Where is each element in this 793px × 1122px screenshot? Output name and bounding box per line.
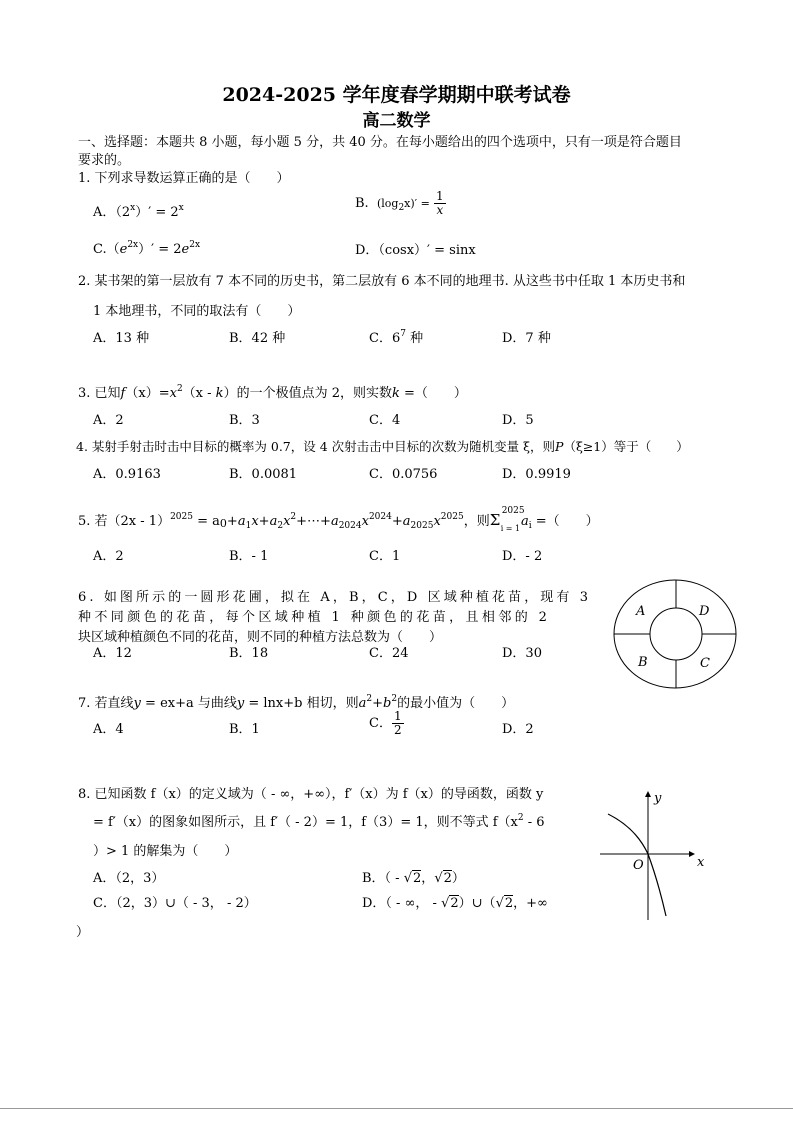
page-bottom-rule	[0, 1108, 793, 1109]
q8-option-c: C．（2，3）∪（ - 3， - 2）	[93, 896, 257, 911]
q6-stem-line3: 块区域种植颜色不同的花苗，则不同的种植方法总数为（ ）	[78, 630, 443, 645]
q1-option-a: A．$(2^x)' = 2^x$	[93, 203, 184, 220]
q8-derivative-graph	[596, 786, 711, 924]
region-a-label: A	[636, 604, 646, 619]
q4-stem: 4. 某射手射击时击中目标的概率为 0.7，设 4 次射击击中目标的次数为随机变量 ξ，则P（ξ≥1）等于（ ）	[76, 439, 689, 454]
q5-option-d: D．- 2	[502, 549, 543, 564]
region-d-label: D	[699, 604, 710, 619]
q3-option-c: C．4	[369, 413, 401, 428]
q7-option-b: B．1	[229, 722, 260, 737]
q1-option-c: $C.(e^{2x})' = 2e^{2x}$	[93, 240, 201, 257]
region-c-label: C	[700, 656, 710, 671]
q8-stem-line3: ）> 1 的解集为（ ）	[93, 844, 238, 859]
ring-inner	[650, 608, 702, 660]
q8-stem-line2: = f′（x）的图象如图所示，且 f′（ - 2）= 1，f（3）= 1，则不等式 $f(x^2 - 6$	[93, 813, 545, 830]
q8-stem-line1: 8. 已知函数 f（x）的定义域为（ - ∞，+∞），f′（x）为 f（x）的导函数，函数 y	[78, 787, 544, 802]
q6-option-d: D．30	[502, 646, 542, 661]
q3-option-d: D．5	[502, 413, 534, 428]
q3-option-b: B．3	[229, 413, 260, 428]
q2-option-a: A．13 种	[93, 331, 150, 346]
q7-option-c: C． $\frac{1}{2}$	[369, 709, 402, 737]
section-intro-line1: 一、选择题：本题共 8 小题，每小题 5 分，共 40 分。在每小题给出的四个选项中，只有一项是符合题目	[78, 135, 682, 150]
q3-stem: 3. 已知$f(x)=x^2(x - k)$的一个极值点为 2，则实数k =（ ）	[78, 384, 467, 401]
q4-option-a: A．0.9163	[93, 467, 161, 482]
q2-stem-line1: 2. 某书架的第一层放有 7 本不同的历史书，第二层放有 6 本不同的地理书. 从这些书中任取 1 本历史书和	[78, 274, 686, 289]
q5-stem: 5. 若$(2x - 1)^{2025} = a_0+a_1x+a_2x^2+\cdots+a_{2024}x^{2024}+a_{2025}x^{2025}$，则Σ 2025 i = 1 $a_i$ =（ ）	[78, 506, 599, 533]
q4-option-d: D．0.9919	[502, 467, 571, 482]
q6-option-c: C．24	[369, 646, 409, 661]
q7-option-d: D．2	[502, 722, 534, 737]
q3-option-a: A．2	[93, 413, 124, 428]
q8-option-d-wrap: ）	[76, 925, 90, 940]
q8-option-a: A．（2，3）	[93, 871, 165, 886]
region-b-label: B	[638, 655, 648, 670]
exam-title: 2024-2025 学年度春学期期中联考试卷	[222, 84, 571, 106]
q6-stem-line1: 6. 如图所示的一圆形花圃，拟在 A，B，C，D 区域种植花苗，现有 3	[78, 590, 592, 605]
q5-option-b: B．- 1	[229, 549, 269, 564]
q6-ring-figure	[610, 578, 740, 690]
q7-option-a: A．4	[93, 722, 124, 737]
q2-option-b: B．42 种	[229, 331, 286, 346]
origin-label: O	[633, 858, 644, 873]
q1-option-b: B. $(\log_2x)'$ = $\frac{1}{x}$	[355, 189, 444, 217]
q4-option-b: B．0.0081	[229, 467, 298, 482]
q8-option-b: B．（ - √2，√2）	[362, 871, 465, 886]
q6-option-a: A．12	[93, 646, 132, 661]
q2-option-c: C．$6^7$ 种	[369, 329, 424, 346]
q7-stem: 7. 若直线y = ex+a 与曲线y = lnx+b 相切，则$a^2+b^2$的最小值为（ ）	[78, 694, 515, 711]
q4-option-c: C．0.0756	[369, 467, 438, 482]
q6-option-b: B．18	[229, 646, 269, 661]
q2-option-d: D．7 种	[502, 331, 551, 346]
q1-option-d: D．（cosx）′ = sinx	[355, 243, 476, 258]
q5-option-a: A．2	[93, 549, 124, 564]
exam-subtitle: 高二数学	[362, 111, 431, 131]
section-intro-line2: 要求的。	[78, 153, 131, 168]
q2-stem-line2: 1 本地理书，不同的取法有（ ）	[93, 304, 301, 319]
y-axis-label: y	[654, 791, 662, 806]
q8-option-d: D．（ - ∞， - √2）∪（√2，+∞	[362, 896, 548, 911]
x-axis-label: x	[697, 855, 705, 870]
q6-stem-line2: 种不同颜色的花苗，每个区域种植 1 种颜色的花苗，且相邻的 2	[78, 610, 551, 625]
q1-stem: 1. 下列求导数运算正确的是（ ）	[78, 171, 290, 186]
q5-option-c: C．1	[369, 549, 401, 564]
